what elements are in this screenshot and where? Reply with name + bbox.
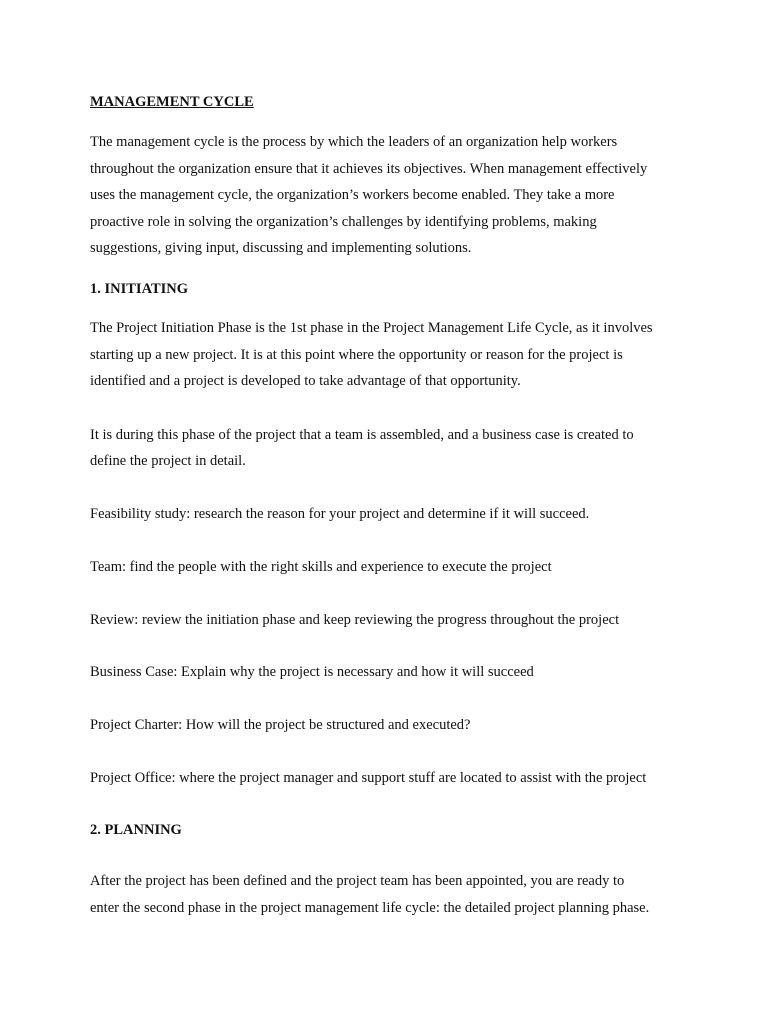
intro-line: uses the management cycle, the organization’s workers become enabled. They take a more — [90, 187, 615, 203]
paragraph-line: identified and a project is developed to take advantage of that opportunity. — [90, 373, 521, 389]
paragraph-line: After the project has been defined and the project team has been appointed, you are ready to — [90, 873, 625, 889]
item-project-office: Project Office: where the project manager and support stuff are located to assist with the project — [90, 770, 647, 786]
item-business-case: Business Case: Explain why the project is necessary and how it will succeed — [90, 664, 534, 680]
paragraph-line: The Project Initiation Phase is the 1st phase in the Project Management Life Cycle, as it involves — [90, 320, 653, 336]
document-title: MANAGEMENT CYCLE — [90, 94, 254, 110]
paragraph-line: starting up a new project. It is at this point where the opportunity or reason for the project is — [90, 347, 623, 363]
paragraph-line: enter the second phase in the project management life cycle: the detailed project planning phase. — [90, 900, 650, 916]
intro-line: proactive role in solving the organization’s challenges by identifying problems, making — [90, 214, 597, 230]
item-review: Review: review the initiation phase and keep reviewing the progress throughout the project — [90, 612, 620, 628]
intro-line: suggestions, giving input, discussing and implementing solutions. — [90, 240, 472, 256]
section-heading-initiating: 1. INITIATING — [90, 281, 189, 297]
paragraph-line: define the project in detail. — [90, 453, 246, 469]
paragraph-line: It is during this phase of the project that a team is assembled, and a business case is created to — [90, 427, 634, 443]
intro-line: throughout the organization ensure that it achieves its objectives. When management effectively — [90, 161, 648, 177]
item-project-charter: Project Charter: How will the project be structured and executed? — [90, 717, 471, 733]
intro-line: The management cycle is the process by which the leaders of an organization help workers — [90, 134, 618, 150]
item-feasibility-study: Feasibility study: research the reason for your project and determine if it will succeed. — [90, 506, 590, 522]
section-heading-planning: 2. PLANNING — [90, 822, 182, 838]
item-team: Team: find the people with the right skills and experience to execute the project — [90, 559, 552, 575]
